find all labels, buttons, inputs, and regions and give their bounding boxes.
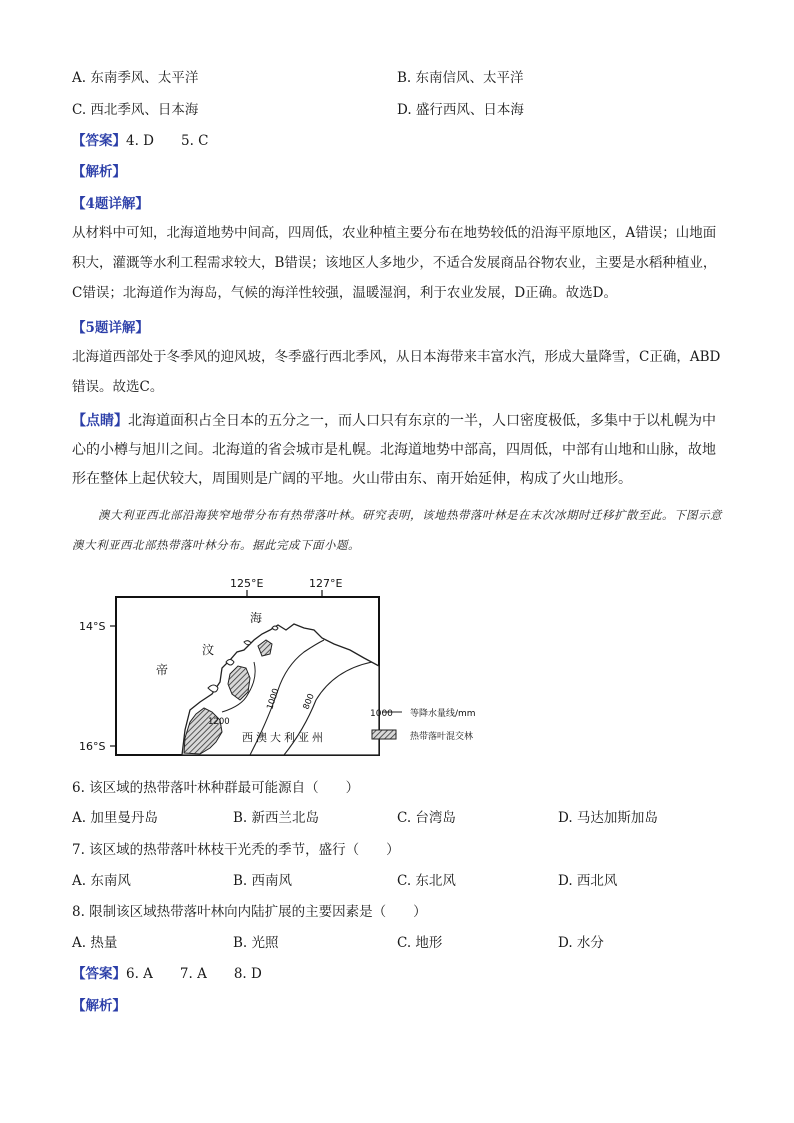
map-intro-text: 澳大利亚西北部沿海狭窄地带分布有热带落叶林。研究表明，该地热带落叶林是在末次冰期时迁移扩散至此。下图示意澳大利亚西北部热带落叶林分布。据此完成下面小题。	[72, 508, 722, 552]
sea-char-2: 汶	[202, 643, 215, 657]
option-a: A. 东南季风、太平洋	[72, 70, 199, 86]
answer-row-2	[72, 962, 262, 982]
lon-label-125: 125°E	[230, 577, 264, 590]
option-b: B. 东南信风、太平洋	[397, 70, 524, 86]
legend-forest-swatch	[372, 730, 396, 739]
q8-option-c: C. 地形	[397, 935, 443, 951]
isohyet-label-800: 800	[301, 692, 317, 712]
q4-detail-label: 【4题详解】	[72, 196, 149, 212]
isohyet-label-1200: 1200	[208, 717, 230, 727]
q6-option-c: C. 台湾岛	[397, 810, 456, 826]
tip-paragraph	[72, 407, 724, 494]
lat-label-14: 14°S	[79, 620, 106, 633]
q7-option-d: D. 西北风	[558, 873, 618, 889]
map-figure	[72, 570, 492, 760]
q7-stem: 7. 该区域的热带落叶林枝干光秃的季节，盛行（ ）	[72, 842, 400, 858]
tip-label: 【点睛】	[72, 413, 128, 429]
isohyet-label-1000: 1000	[265, 687, 282, 711]
q5-detail-text: 北海道西部处于冬季风的迎风坡，冬季盛行西北季风，从日本海带来丰富水汽，形成大量降雪，C正确，ABD错误。故选C。	[72, 349, 721, 395]
analysis-label: 【解析】	[72, 164, 126, 180]
q7-option-b: B. 西南风	[233, 873, 293, 889]
q8-option-a: A. 热量	[72, 935, 118, 951]
tip-text: 北海道面积占全日本的五分之一，而人口只有东京的一半，人口密度极低，多集中于以札幌为中心的小樽与旭川之间。北海道的省会城市是札幌。北海道地势中部高，四周低，中部有山地和山脉，故地形在整体上起伏较大，周围则是广阔的平地。火山带由东、南开始延伸，构成了火山地形。	[72, 413, 716, 487]
answer-label: 【答案】	[72, 133, 126, 149]
q7-option-a: A. 东南风	[72, 873, 131, 889]
answer2-label: 【答案】	[72, 966, 126, 982]
q5-detail-label: 【5题详解】	[72, 320, 149, 336]
land-label: 西澳大利亚州	[242, 731, 326, 744]
q8-option-d: D. 水分	[558, 935, 604, 951]
answer-value: 4. D 5. C	[126, 133, 209, 149]
analysis-label-2: 【解析】	[72, 998, 126, 1014]
legend-line-value: 1000	[370, 709, 393, 719]
lat-label-16: 16°S	[79, 740, 106, 753]
option-d: D. 盛行西风、日本海	[397, 102, 524, 118]
answer2-value: 6. A 7. A 8. D	[126, 966, 262, 982]
q6-stem: 6. 该区域的热带落叶林种群最可能源自（ ）	[72, 780, 360, 796]
q7-option-c: C. 东北风	[397, 873, 456, 889]
lon-label-127: 127°E	[309, 577, 343, 590]
q6-option-d: D. 马达加斯加岛	[558, 810, 658, 826]
sea-char-3: 帝	[156, 663, 169, 677]
q8-option-b: B. 光照	[233, 935, 279, 951]
answer-row-1	[72, 129, 209, 149]
q4-detail-text: 从材料中可知，北海道地势中间高，四周低，农业种植主要分布在地势较低的沿海平原地区，A错误；山地面积大，灌溉等水利工程需求较大，B错误；该地区人多地少，不适合发展商品谷物农业，主要是水稻种植业，C错误；北海道作为海岛，气候的海洋性较强，温暖湿润，利于农业发展，D正确。故选D。	[72, 225, 717, 301]
option-c: C. 西北季风、日本海	[72, 102, 199, 118]
legend-isohyet-text: 等降水量线/mm	[410, 709, 476, 719]
q6-option-b: B. 新西兰北岛	[233, 810, 320, 826]
sea-char-1: 海	[250, 611, 263, 625]
q8-stem: 8. 限制该区域热带落叶林向内陆扩展的主要因素是（ ）	[72, 904, 427, 920]
q6-option-a: A. 加里曼丹岛	[72, 810, 158, 826]
legend-forest-text: 热带落叶混交林	[410, 732, 474, 742]
